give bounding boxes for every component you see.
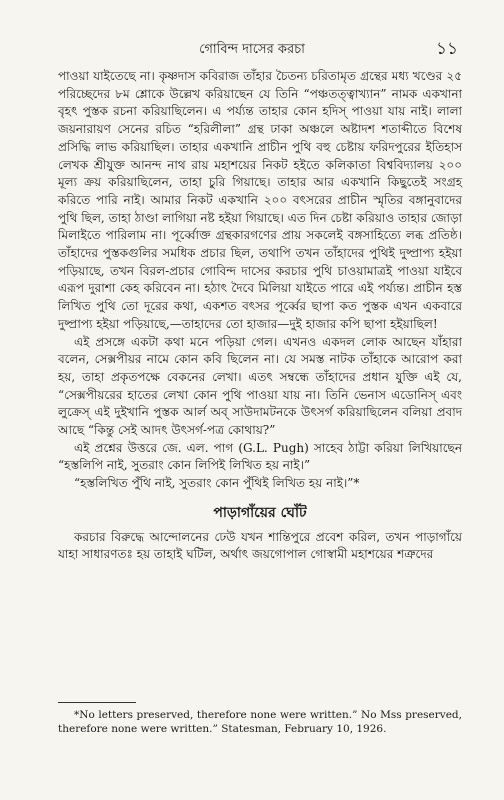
running-head: গোবিন্দ দাসের করচা — [199, 42, 305, 57]
page-body — [58, 68, 462, 564]
footnote: *No letters preserved, therefore none were written.” No Mss preserved, therefore none were written.” Statesman, February 10, 1926. — [58, 709, 462, 735]
paragraph-4-quote: “হস্তলিখিত পুঁথি নাই, সুতরাং কোন পুঁথিই লিখিত হয় নাই।”* — [74, 476, 360, 491]
page-header — [0, 40, 504, 62]
paragraph-3: এই প্রশ্নের উত্তরে জে. এল. পাগ (G.L. Pugh) সাহেব ঠাট্টা করিয়া লিখিয়াছেন “হস্তলিপি নাই, সুতরাং কোন লিপিই লিখিত হয় নাই।” — [58, 440, 462, 473]
section-heading: পাড়াগাঁয়ের ঘোঁট — [213, 504, 307, 521]
section-paragraph: করচার বিরুদ্ধে আন্দোলনের ঢেউ যখন শান্তিপুরে প্রবেশ করিল, তখন পাড়াগাঁয়ে যাহা সাধারণতঃ হয় তাহাই ঘটিল, অর্থাৎ জয়গোপাল গোস্বামী মহাশয়ের শত্রুদের — [58, 529, 462, 562]
paragraph-1: পাওয়া যাইতেছে না। কৃষ্ণদাস কবিরাজ তাঁহার চৈতন্য চরিতামৃত গ্রন্থের মধ্য খণ্ডের ২৫ পরিচ্ছেদের ৮ম শ্লোকে উল্লেখ করিয়াছেন যে তিনি “পঞ্চতত্ত্বাখ্যান” নামক একখানা বৃহৎ পুস্তক রচনা করিয়াছিলেন। এ পর্য্যন্ত তাহার কোন হদিস্ পাওয়া যায় নাই। লালা জয়নারায়ণ সেনের রচিত “হরিলীলা” গ্রন্থ ঢাকা অঞ্চলে অষ্টাদশ শতাব্দীতে বিশেষ প্রসিদ্ধি লাভ করিয়াছিল। তাহার একখানি প্রাচীন পুথি বহু চেষ্টায় ফরিদপুরের ইতিহাস লেখক শ্রীযুক্ত আনন্দ নাথ রায় মহাশয়ের নিকট হইতে কলিকাতা বিশ্ববিদ্যালয় ২০০ মূল্য ক্রয় করিয়াছিলেন, তাহা চুরি গিয়াছে। তাহার আর একখানি কিছুতেই সংগ্রহ করিতে পারি নাই। আমার নিকট একখানি ২০০ বৎসরের প্রাচীন স্মৃতির বঙ্গানুবাদের পুথি ছিল, তাহা ঠাণ্ডা লাগিয়া নষ্ট হইয়া গিয়াছে। এত দিন চেষ্টা করিয়াও তাহার জোড়া মিলাইতে পারিলাম না। পূর্ব্বোক্ত গ্রন্থকারগণের প্রায় সকলেই বঙ্গসাহিত্যে লব্ধ প্রতিষ্ঠ। তাঁহাদের পুস্তকগুলির সমধিক প্রচার ছিল, তথাপি তখন তাঁহাদের পুথিই দুষ্প্রাপ্য হইয়া পড়িয়াছে, তখন বিরল-প্রচার গোবিন্দ দাসের করচার পুথি চাওয়ামাত্রই পাওয়া যাইবে এরূপ দুরাশা কেহ করিবেন না। হঠাৎ দৈবে মিলিয়া যাইতে পারে এই পর্য্যন্ত। প্রাচীন হস্ত লিখিত পুথি তো দূরের কথা, একশত বৎসর পূর্ব্বের ছাপা কত পুস্তক এখন একবারে দুষ্প্রাপ্য হইয়া পড়িয়াছে,—তাহাদের তো হাজার—দুই হাজার কপি ছাপা হইয়াছিল! — [58, 69, 462, 331]
page-number: ১১ — [435, 39, 458, 59]
footnote-rule — [58, 702, 136, 703]
paragraph-2: এই প্রসঙ্গে একটা কথা মনে পড়িয়া গেল। এখনও একদল লোক আছেন যাঁহারা বলেন, সেক্সপীয়র নামে কোন কবি ছিলেন না। যে সমস্ত নাটক তাঁহাকে আরোপ করা হয়, তাহা প্রকৃতপক্ষে বেকনের লেখা। এতৎ সম্বন্ধে তাঁহাদের প্রধান যুক্তি এই যে, “সেক্সপীয়রের হাতের লেখা কোন পুথি পাওয়া যায় না। তিনি ভেনাস এডোনিস্ এবং লুক্রেস্ এই দুইখানি পুস্তক আর্ল অব্ সাউদামটনকে উৎসর্গ করিয়াছিলেন বলিয়া প্রবাদ আছে “কিন্তু সেই আদৎ উৎসর্গ-পত্র কোথায়?” — [58, 334, 462, 438]
